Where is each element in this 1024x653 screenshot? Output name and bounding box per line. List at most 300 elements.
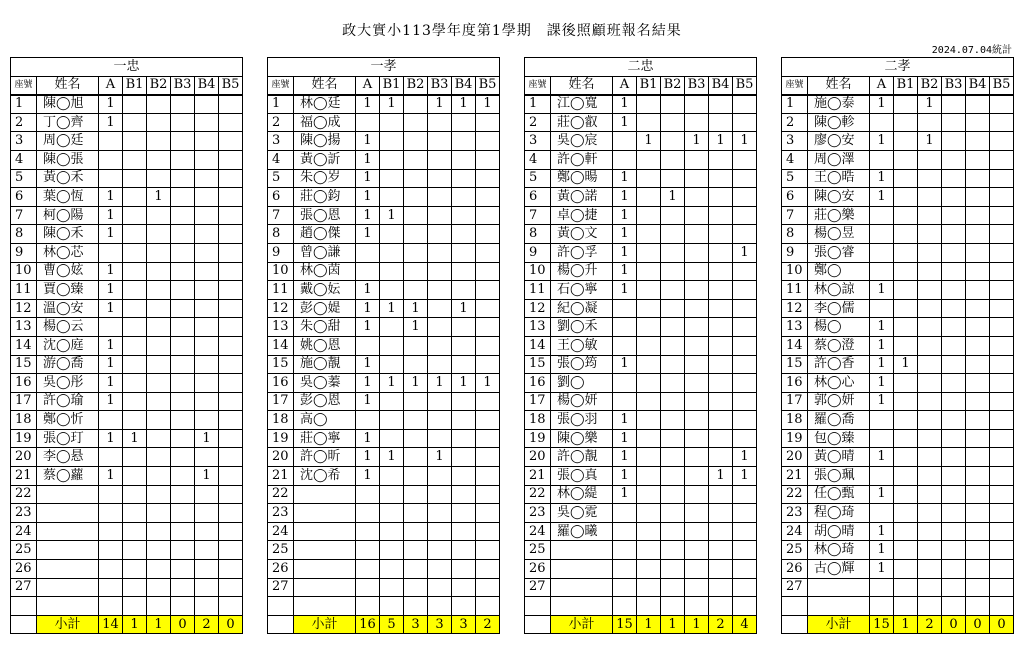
enrollment-cell bbox=[147, 243, 171, 262]
table-row bbox=[525, 560, 757, 579]
enrollment-cell bbox=[219, 429, 243, 448]
statistics-date: 2024.07.04統計 bbox=[931, 45, 1012, 56]
student-name: 趙◯傑 bbox=[294, 225, 356, 244]
column-header-a: A bbox=[613, 76, 637, 95]
enrollment-cell bbox=[171, 522, 195, 541]
enrollment-cell: 1 bbox=[870, 522, 894, 541]
enrollment-cell bbox=[894, 522, 918, 541]
seat-number: 10 bbox=[525, 262, 551, 281]
enrollment-cell bbox=[613, 597, 637, 616]
enrollment-cell bbox=[685, 541, 709, 560]
table-row bbox=[11, 188, 243, 207]
student-name: 羅◯喬 bbox=[808, 411, 870, 430]
enrollment-cell bbox=[219, 281, 243, 300]
enrollment-cell bbox=[219, 485, 243, 504]
enrollment-cell bbox=[918, 188, 942, 207]
enrollment-cell bbox=[613, 374, 637, 393]
enrollment-cell bbox=[733, 541, 757, 560]
enrollment-cell bbox=[894, 299, 918, 318]
seat-number: 6 bbox=[782, 188, 808, 207]
enrollment-cell bbox=[613, 504, 637, 523]
seat-number: 20 bbox=[525, 448, 551, 467]
enrollment-cell bbox=[709, 188, 733, 207]
enrollment-cell bbox=[685, 150, 709, 169]
seat-number: 24 bbox=[782, 522, 808, 541]
column-header-b5: B5 bbox=[733, 76, 757, 95]
seat-number: 3 bbox=[11, 132, 37, 151]
enrollment-cell bbox=[637, 150, 661, 169]
enrollment-cell bbox=[380, 243, 404, 262]
seat-header: 座號 bbox=[525, 76, 551, 95]
enrollment-cell: 1 bbox=[918, 95, 942, 114]
seat-number: 5 bbox=[268, 169, 294, 188]
enrollment-cell bbox=[428, 243, 452, 262]
class-name: 一孝 bbox=[268, 58, 500, 77]
enrollment-cell bbox=[685, 225, 709, 244]
enrollment-cell bbox=[219, 95, 243, 114]
enrollment-cell bbox=[404, 336, 428, 355]
enrollment-cell bbox=[942, 188, 966, 207]
enrollment-cell bbox=[894, 113, 918, 132]
enrollment-cell bbox=[966, 299, 990, 318]
enrollment-cell bbox=[219, 113, 243, 132]
seat-number bbox=[782, 597, 808, 616]
enrollment-cell bbox=[123, 578, 147, 597]
table-row bbox=[782, 411, 1014, 430]
enrollment-cell: 1 bbox=[99, 225, 123, 244]
column-header-b4: B4 bbox=[966, 76, 990, 95]
seat-number: 22 bbox=[11, 485, 37, 504]
enrollment-cell bbox=[99, 150, 123, 169]
enrollment-cell bbox=[123, 467, 147, 486]
enrollment-cell bbox=[404, 560, 428, 579]
enrollment-cell: 1 bbox=[870, 188, 894, 207]
enrollment-cell bbox=[452, 243, 476, 262]
enrollment-cell bbox=[123, 169, 147, 188]
table-row bbox=[268, 243, 500, 262]
enrollment-cell bbox=[661, 392, 685, 411]
enrollment-cell bbox=[380, 318, 404, 337]
enrollment-cell bbox=[661, 485, 685, 504]
enrollment-cell bbox=[990, 485, 1014, 504]
enrollment-cell bbox=[661, 262, 685, 281]
enrollment-cell bbox=[123, 448, 147, 467]
student-name: 莊◯寧 bbox=[294, 429, 356, 448]
enrollment-cell bbox=[894, 206, 918, 225]
seat-number: 27 bbox=[268, 578, 294, 597]
table-row bbox=[525, 429, 757, 448]
student-name: 吳◯蓁 bbox=[294, 374, 356, 393]
enrollment-cell bbox=[171, 485, 195, 504]
enrollment-cell bbox=[966, 206, 990, 225]
student-name: 莊◯叡 bbox=[551, 113, 613, 132]
enrollment-cell bbox=[404, 392, 428, 411]
column-header-b1: B1 bbox=[380, 76, 404, 95]
table-row bbox=[525, 522, 757, 541]
enrollment-cell bbox=[404, 169, 428, 188]
enrollment-cell bbox=[918, 578, 942, 597]
student-name bbox=[37, 578, 99, 597]
enrollment-cell bbox=[147, 541, 171, 560]
enrollment-cell bbox=[476, 318, 500, 337]
enrollment-cell bbox=[404, 225, 428, 244]
enrollment-cell: 1 bbox=[380, 299, 404, 318]
enrollment-cell bbox=[404, 541, 428, 560]
enrollment-cell bbox=[894, 150, 918, 169]
enrollment-cell bbox=[476, 262, 500, 281]
enrollment-cell bbox=[452, 504, 476, 523]
seat-number: 11 bbox=[782, 281, 808, 300]
table-row bbox=[525, 392, 757, 411]
enrollment-cell bbox=[637, 485, 661, 504]
enrollment-cell bbox=[356, 578, 380, 597]
enrollment-cell bbox=[452, 560, 476, 579]
enrollment-cell bbox=[428, 467, 452, 486]
enrollment-cell bbox=[685, 95, 709, 114]
enrollment-cell bbox=[428, 225, 452, 244]
enrollment-cell bbox=[123, 243, 147, 262]
enrollment-cell bbox=[171, 429, 195, 448]
enrollment-cell bbox=[709, 597, 733, 616]
enrollment-cell bbox=[219, 336, 243, 355]
seat-number: 18 bbox=[782, 411, 808, 430]
column-header-a: A bbox=[99, 76, 123, 95]
enrollment-cell bbox=[171, 336, 195, 355]
enrollment-cell bbox=[661, 522, 685, 541]
enrollment-cell: 1 bbox=[356, 188, 380, 207]
subtotal-value: 2 bbox=[918, 615, 942, 634]
enrollment-cell: 1 bbox=[733, 448, 757, 467]
enrollment-cell bbox=[966, 318, 990, 337]
student-name bbox=[294, 485, 356, 504]
enrollment-cell bbox=[356, 504, 380, 523]
table-row bbox=[11, 597, 243, 616]
seat-number: 23 bbox=[525, 504, 551, 523]
enrollment-cell bbox=[709, 318, 733, 337]
student-name: 施◯泰 bbox=[808, 95, 870, 114]
table-row bbox=[782, 318, 1014, 337]
enrollment-cell bbox=[709, 262, 733, 281]
seat-number: 14 bbox=[525, 336, 551, 355]
enrollment-cell bbox=[171, 355, 195, 374]
enrollment-cell bbox=[894, 448, 918, 467]
enrollment-cell bbox=[171, 578, 195, 597]
enrollment-cell bbox=[733, 150, 757, 169]
enrollment-cell bbox=[428, 281, 452, 300]
student-name: 林◯茵 bbox=[294, 262, 356, 281]
table-row bbox=[11, 132, 243, 151]
seat-number: 2 bbox=[525, 113, 551, 132]
enrollment-cell bbox=[918, 429, 942, 448]
seat-number: 21 bbox=[268, 467, 294, 486]
enrollment-cell bbox=[637, 578, 661, 597]
enrollment-cell bbox=[685, 504, 709, 523]
enrollment-cell bbox=[195, 243, 219, 262]
enrollment-cell bbox=[661, 467, 685, 486]
enrollment-cell bbox=[404, 113, 428, 132]
seat-number: 16 bbox=[11, 374, 37, 393]
enrollment-cell bbox=[894, 411, 918, 430]
seat-number: 9 bbox=[782, 243, 808, 262]
enrollment-cell bbox=[918, 560, 942, 579]
enrollment-cell bbox=[966, 336, 990, 355]
enrollment-cell bbox=[195, 318, 219, 337]
enrollment-cell bbox=[147, 448, 171, 467]
enrollment-cell bbox=[99, 243, 123, 262]
enrollment-cell bbox=[380, 578, 404, 597]
enrollment-cell bbox=[99, 411, 123, 430]
table-row bbox=[11, 243, 243, 262]
enrollment-cell bbox=[171, 132, 195, 151]
seat-number: 15 bbox=[525, 355, 551, 374]
enrollment-cell bbox=[613, 560, 637, 579]
seat-number: 27 bbox=[525, 578, 551, 597]
student-name: 陳◯樂 bbox=[551, 429, 613, 448]
student-name bbox=[37, 597, 99, 616]
table-row bbox=[782, 504, 1014, 523]
enrollment-cell bbox=[219, 150, 243, 169]
enrollment-cell bbox=[147, 169, 171, 188]
enrollment-cell bbox=[428, 336, 452, 355]
enrollment-cell bbox=[942, 150, 966, 169]
student-name: 卓◯捷 bbox=[551, 206, 613, 225]
enrollment-cell bbox=[637, 299, 661, 318]
seat-number: 17 bbox=[525, 392, 551, 411]
enrollment-cell bbox=[918, 411, 942, 430]
student-name bbox=[551, 578, 613, 597]
enrollment-cell: 1 bbox=[870, 318, 894, 337]
enrollment-cell: 1 bbox=[452, 95, 476, 114]
table-row bbox=[525, 225, 757, 244]
enrollment-cell bbox=[428, 262, 452, 281]
student-name: 黃◯訢 bbox=[294, 150, 356, 169]
enrollment-cell bbox=[637, 95, 661, 114]
subtotal-value: 1 bbox=[661, 615, 685, 634]
student-name: 蔡◯蘿 bbox=[37, 467, 99, 486]
enrollment-cell bbox=[942, 281, 966, 300]
enrollment-cell bbox=[428, 188, 452, 207]
enrollment-cell bbox=[709, 150, 733, 169]
enrollment-cell bbox=[733, 113, 757, 132]
enrollment-cell bbox=[661, 541, 685, 560]
student-name: 陳◯軫 bbox=[808, 113, 870, 132]
subtotal-value: 1 bbox=[637, 615, 661, 634]
enrollment-cell bbox=[195, 522, 219, 541]
student-name bbox=[37, 541, 99, 560]
student-name: 曹◯妶 bbox=[37, 262, 99, 281]
enrollment-cell bbox=[918, 504, 942, 523]
enrollment-cell bbox=[685, 374, 709, 393]
student-name: 周◯澤 bbox=[808, 150, 870, 169]
enrollment-cell bbox=[219, 504, 243, 523]
table-row bbox=[11, 113, 243, 132]
seat-number: 1 bbox=[782, 95, 808, 114]
enrollment-cell bbox=[99, 597, 123, 616]
enrollment-cell bbox=[990, 206, 1014, 225]
enrollment-cell bbox=[123, 504, 147, 523]
enrollment-cell bbox=[452, 206, 476, 225]
enrollment-cell bbox=[147, 150, 171, 169]
table-row bbox=[525, 132, 757, 151]
enrollment-cell bbox=[613, 522, 637, 541]
enrollment-cell: 1 bbox=[870, 281, 894, 300]
enrollment-cell bbox=[404, 281, 428, 300]
enrollment-cell bbox=[942, 597, 966, 616]
table-row bbox=[268, 504, 500, 523]
enrollment-cell bbox=[476, 336, 500, 355]
enrollment-cell bbox=[942, 225, 966, 244]
enrollment-cell bbox=[709, 578, 733, 597]
subtotal-label: 小計 bbox=[808, 615, 870, 634]
enrollment-cell bbox=[452, 355, 476, 374]
enrollment-cell bbox=[685, 522, 709, 541]
enrollment-cell bbox=[356, 243, 380, 262]
table-row bbox=[11, 299, 243, 318]
enrollment-cell bbox=[942, 560, 966, 579]
seat-number: 13 bbox=[11, 318, 37, 337]
enrollment-cell bbox=[123, 225, 147, 244]
column-header-b4: B4 bbox=[709, 76, 733, 95]
table-row bbox=[11, 541, 243, 560]
student-name: 石◯寧 bbox=[551, 281, 613, 300]
enrollment-cell bbox=[99, 132, 123, 151]
student-name: 江◯寬 bbox=[551, 95, 613, 114]
table-row bbox=[525, 206, 757, 225]
enrollment-cell bbox=[99, 578, 123, 597]
seat-number: 3 bbox=[782, 132, 808, 151]
enrollment-cell bbox=[123, 206, 147, 225]
enrollment-cell bbox=[171, 504, 195, 523]
enrollment-cell bbox=[380, 392, 404, 411]
header-row bbox=[11, 76, 243, 95]
enrollment-cell: 1 bbox=[356, 429, 380, 448]
enrollment-cell bbox=[195, 132, 219, 151]
enrollment-cell bbox=[990, 299, 1014, 318]
enrollment-cell: 1 bbox=[870, 485, 894, 504]
enrollment-cell bbox=[918, 281, 942, 300]
enrollment-cell bbox=[685, 597, 709, 616]
seat-number: 5 bbox=[11, 169, 37, 188]
enrollment-cell bbox=[476, 485, 500, 504]
enrollment-cell bbox=[942, 485, 966, 504]
table-row bbox=[782, 262, 1014, 281]
subtotal-value: 0 bbox=[219, 615, 243, 634]
seat-number: 8 bbox=[525, 225, 551, 244]
column-header-b1: B1 bbox=[894, 76, 918, 95]
student-name: 劉◯ bbox=[551, 374, 613, 393]
enrollment-cell bbox=[219, 522, 243, 541]
enrollment-cell: 1 bbox=[99, 467, 123, 486]
enrollment-cell bbox=[219, 188, 243, 207]
enrollment-cell bbox=[990, 318, 1014, 337]
student-name: 陳◯揚 bbox=[294, 132, 356, 151]
column-header-b1: B1 bbox=[123, 76, 147, 95]
enrollment-cell bbox=[990, 411, 1014, 430]
enrollment-cell bbox=[195, 560, 219, 579]
page-title: 政大實小113學年度第1學期 課後照顧班報名結果 bbox=[342, 23, 682, 39]
enrollment-cell bbox=[661, 355, 685, 374]
enrollment-cell bbox=[452, 336, 476, 355]
enrollment-cell: 1 bbox=[613, 188, 637, 207]
student-name: 張◯筠 bbox=[551, 355, 613, 374]
seat-header: 座號 bbox=[268, 76, 294, 95]
enrollment-cell bbox=[404, 262, 428, 281]
enrollment-cell bbox=[171, 448, 195, 467]
student-name: 張◯羽 bbox=[551, 411, 613, 430]
enrollment-cell bbox=[918, 169, 942, 188]
enrollment-cell bbox=[452, 169, 476, 188]
enrollment-cell: 1 bbox=[404, 374, 428, 393]
student-name: 蔡◯澄 bbox=[808, 336, 870, 355]
table-row bbox=[782, 578, 1014, 597]
enrollment-cell bbox=[452, 522, 476, 541]
seat-number: 2 bbox=[268, 113, 294, 132]
enrollment-cell bbox=[380, 504, 404, 523]
student-name: 許◯瑜 bbox=[37, 392, 99, 411]
student-name: 林◯芯 bbox=[37, 243, 99, 262]
table-row bbox=[11, 485, 243, 504]
enrollment-cell bbox=[123, 113, 147, 132]
enrollment-cell bbox=[685, 578, 709, 597]
enrollment-cell bbox=[870, 113, 894, 132]
student-name bbox=[294, 578, 356, 597]
enrollment-cell bbox=[171, 225, 195, 244]
student-name: 丁◯齊 bbox=[37, 113, 99, 132]
seat-number: 2 bbox=[782, 113, 808, 132]
seat-number: 1 bbox=[11, 95, 37, 114]
enrollment-cell bbox=[918, 541, 942, 560]
enrollment-cell: 1 bbox=[870, 336, 894, 355]
enrollment-cell bbox=[685, 485, 709, 504]
enrollment-cell bbox=[918, 392, 942, 411]
enrollment-cell bbox=[147, 318, 171, 337]
enrollment-cell bbox=[147, 225, 171, 244]
enrollment-cell bbox=[966, 541, 990, 560]
enrollment-cell: 1 bbox=[99, 429, 123, 448]
seat-number: 20 bbox=[11, 448, 37, 467]
enrollment-cell bbox=[709, 485, 733, 504]
table-row bbox=[268, 169, 500, 188]
table-row bbox=[782, 374, 1014, 393]
enrollment-cell bbox=[894, 95, 918, 114]
class-name-row bbox=[782, 58, 1014, 77]
student-name: 陳◯張 bbox=[37, 150, 99, 169]
column-header-b2: B2 bbox=[147, 76, 171, 95]
enrollment-cell bbox=[219, 597, 243, 616]
table-row bbox=[11, 448, 243, 467]
student-name: 陳◯安 bbox=[808, 188, 870, 207]
enrollment-cell bbox=[171, 541, 195, 560]
enrollment-cell bbox=[404, 504, 428, 523]
seat-number: 16 bbox=[782, 374, 808, 393]
enrollment-cell bbox=[709, 355, 733, 374]
enrollment-cell bbox=[990, 541, 1014, 560]
seat-number: 4 bbox=[525, 150, 551, 169]
table-row bbox=[268, 392, 500, 411]
enrollment-cell bbox=[894, 504, 918, 523]
enrollment-cell: 1 bbox=[661, 188, 685, 207]
table-row bbox=[268, 597, 500, 616]
seat-number: 7 bbox=[782, 206, 808, 225]
enrollment-cell bbox=[661, 318, 685, 337]
enrollment-cell: 1 bbox=[195, 467, 219, 486]
enrollment-cell bbox=[966, 560, 990, 579]
enrollment-cell bbox=[147, 95, 171, 114]
enrollment-cell bbox=[942, 355, 966, 374]
enrollment-cell bbox=[195, 411, 219, 430]
student-name: 王◯敏 bbox=[551, 336, 613, 355]
column-header-b2: B2 bbox=[404, 76, 428, 95]
